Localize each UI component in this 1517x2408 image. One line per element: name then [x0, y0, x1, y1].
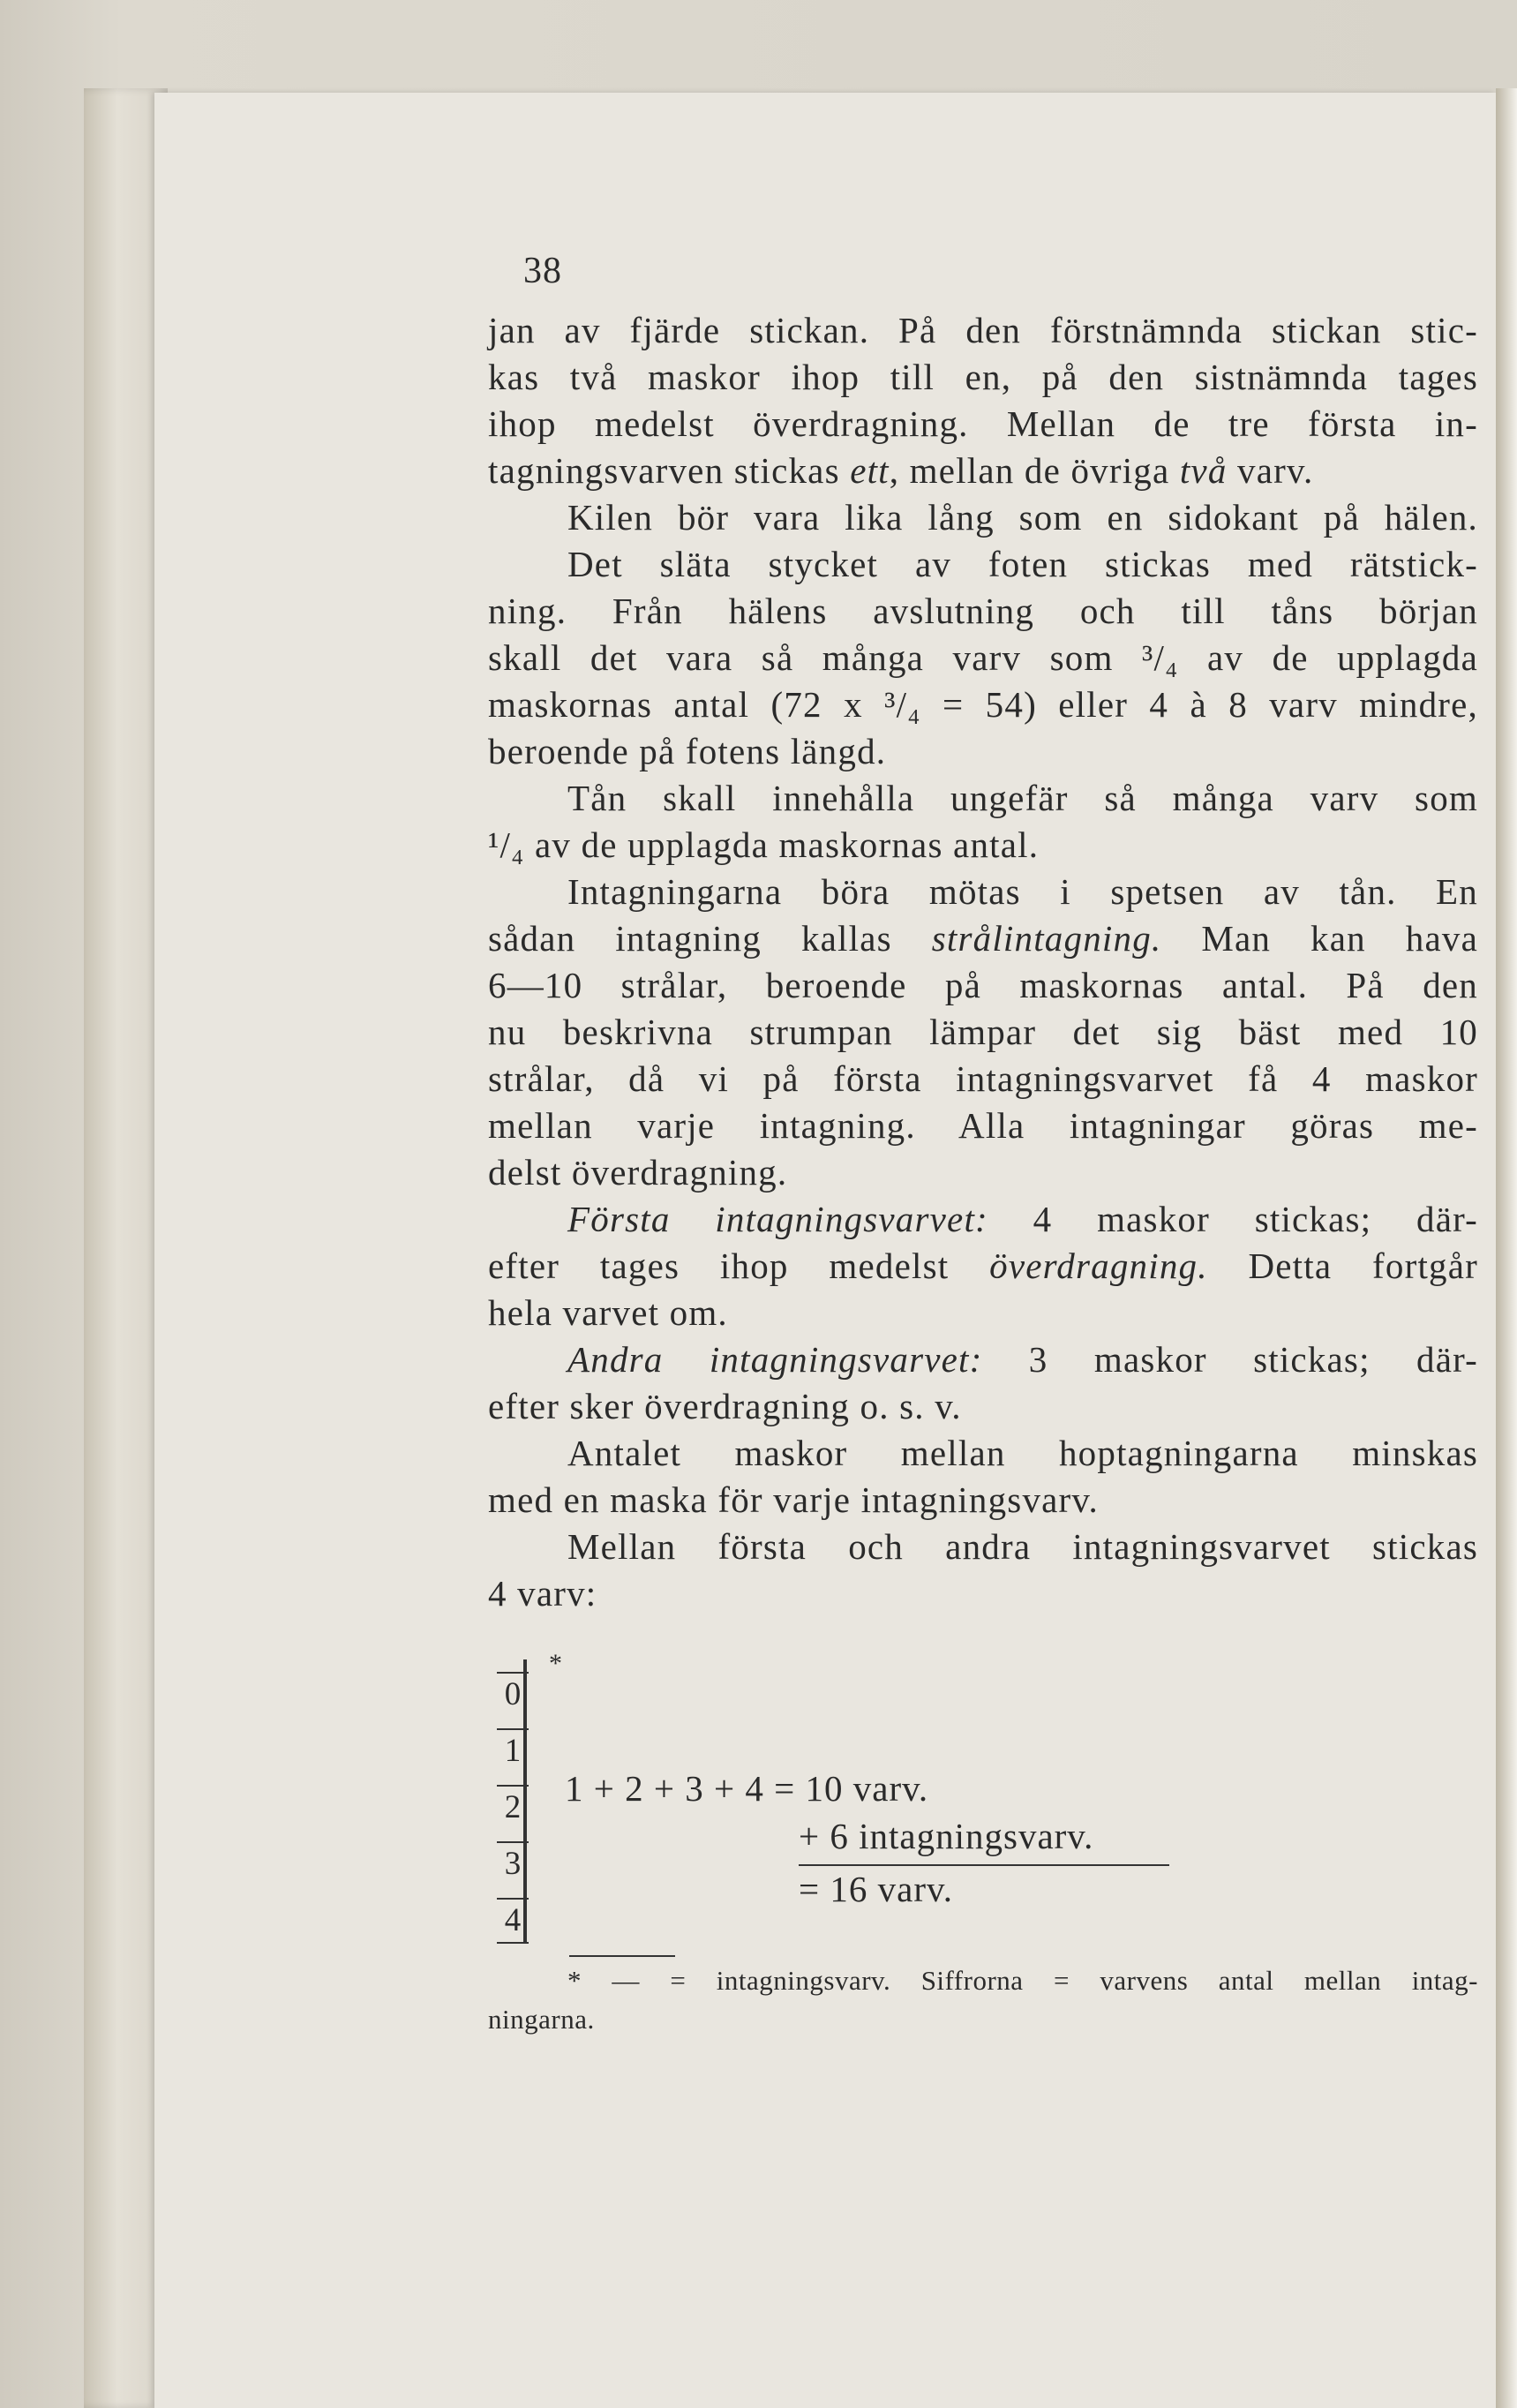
text-line	[488, 1102, 1478, 1149]
text-line	[488, 775, 1478, 822]
text-segment: efter sker överdragning o. s. v.	[488, 1386, 962, 1426]
text-segment: 4 maskor stickas; där-	[988, 1199, 1478, 1239]
text-segment: nu beskrivna strumpan lämpar det sig bäst med 10	[488, 1012, 1478, 1052]
text-line	[488, 681, 1478, 728]
text-line	[488, 401, 1478, 448]
page-edge	[1496, 88, 1517, 2408]
text-line	[488, 915, 1478, 962]
tally-number: 2	[504, 1789, 522, 1825]
text-segment: Mellan första och andra intagningsvarvet stickas	[567, 1526, 1478, 1567]
text-segment: strålintagning.	[931, 918, 1162, 959]
text-line	[488, 1056, 1478, 1102]
text-line	[488, 1290, 1478, 1336]
text-segment: ihop medelst överdragning. Mellan de tre första in-	[488, 403, 1478, 444]
tally-number: 3	[504, 1846, 522, 1882]
text-line	[488, 1477, 1478, 1524]
text-segment: delst överdragning.	[488, 1152, 788, 1193]
text-segment: Detta fortgår	[1207, 1245, 1478, 1286]
text-segment: överdragning.	[989, 1245, 1208, 1286]
text-line	[488, 1430, 1478, 1477]
tally-bracket	[523, 1659, 527, 1944]
calc-line-1: 1 + 2 + 3 + 4 = 10 varv.	[565, 1768, 929, 1809]
footnote-line: ningarna.	[488, 2004, 595, 2035]
calc-sum-rule	[799, 1864, 1169, 1866]
text-line	[488, 1570, 1478, 1617]
text-segment: tagningsvarven stickas	[488, 450, 851, 491]
text-segment: , mellan de övriga	[889, 450, 1180, 491]
tally-column	[490, 1659, 536, 1944]
page-number: 38	[523, 251, 562, 291]
text-line	[488, 448, 1478, 494]
text-segment: Tån skall innehålla ungefär så många varv som	[567, 778, 1478, 818]
text-line	[488, 494, 1478, 541]
body-text	[488, 307, 1478, 1617]
text-line	[488, 1524, 1478, 1570]
text-segment: efter tages ihop medelst	[488, 1245, 990, 1286]
text-segment: 6—10 strålar, beroende på maskornas antal. På den	[488, 965, 1478, 1005]
text-line	[488, 354, 1478, 401]
text-line	[488, 1196, 1478, 1243]
text-segment: varv.	[1227, 450, 1314, 491]
text-segment: sådan intagning kallas	[488, 918, 932, 959]
text-line	[488, 1336, 1478, 1383]
text-line	[488, 728, 1478, 775]
text-line	[488, 541, 1478, 588]
text-segment: maskornas antal (72 x ³/₄ = 54) eller 4 à 8 varv mindre,	[488, 684, 1478, 725]
text-segment: två	[1179, 450, 1228, 491]
text-line	[488, 869, 1478, 915]
footnote	[488, 1961, 1478, 2039]
text-line	[488, 1149, 1478, 1196]
text-segment: Antalet maskor mellan hoptagningarna minskas	[567, 1433, 1478, 1473]
text-segment: Intagningarna böra mötas i spetsen av tån. En	[567, 871, 1478, 912]
text-segment: hela varvet om.	[488, 1292, 728, 1333]
text-segment: Man kan hava	[1161, 918, 1478, 959]
text-segment: Första intagningsvarvet:	[567, 1199, 988, 1239]
text-line	[488, 962, 1478, 1009]
text-segment: ning. Från hälens avslutning och till tåns början	[488, 591, 1478, 631]
text-line	[488, 1383, 1478, 1430]
text-line	[488, 822, 1478, 869]
calc-line-2: + 6 intagningsvarv.	[799, 1816, 1094, 1856]
text-segment: Det släta stycket av foten stickas med rätstick-	[567, 544, 1478, 584]
text-segment: Andra intagningsvarvet:	[567, 1339, 983, 1380]
tally-number: 0	[504, 1676, 522, 1712]
text-segment: mellan varje intagning. Alla intagningar göras me-	[488, 1105, 1478, 1146]
text-segment: 3 maskor stickas; där-	[982, 1339, 1478, 1380]
text-segment: skall det vara så många varv som ³/₄ av de upplagda	[488, 637, 1478, 678]
text-segment: ¹/₄ av de upplagda maskornas antal.	[488, 824, 1040, 865]
text-line	[488, 588, 1478, 635]
footnote-line: * — = intagningsvarv. Siffrorna = varvens antal mellan intag-	[567, 1965, 1478, 1996]
text-line	[488, 635, 1478, 681]
text-segment: med en maska för varje intagningsvarv.	[488, 1479, 1099, 1520]
text-segment: strålar, då vi på första intagningsvarvet få 4 maskor	[488, 1058, 1478, 1099]
tally-number: 4	[504, 1902, 522, 1938]
text-line	[488, 307, 1478, 354]
text-segment: ett	[850, 450, 890, 491]
text-segment: 4 varv:	[488, 1573, 597, 1614]
text-line	[488, 1009, 1478, 1056]
footnote-marker: *	[549, 1649, 562, 1678]
text-segment: Kilen bör vara lika lång som en sidokant på hälen.	[567, 497, 1478, 538]
text-line	[488, 1243, 1478, 1290]
footnote-rule	[569, 1955, 675, 1957]
text-segment: kas två maskor ihop till en, på den sistnämnda tages	[488, 357, 1478, 397]
text-segment: beroende på fotens längd.	[488, 731, 887, 771]
text-segment: jan av fjärde stickan. På den förstnämnda stickan stic-	[488, 310, 1478, 350]
calc-line-3: = 16 varv.	[799, 1869, 954, 1909]
tally-number: 1	[504, 1733, 522, 1769]
